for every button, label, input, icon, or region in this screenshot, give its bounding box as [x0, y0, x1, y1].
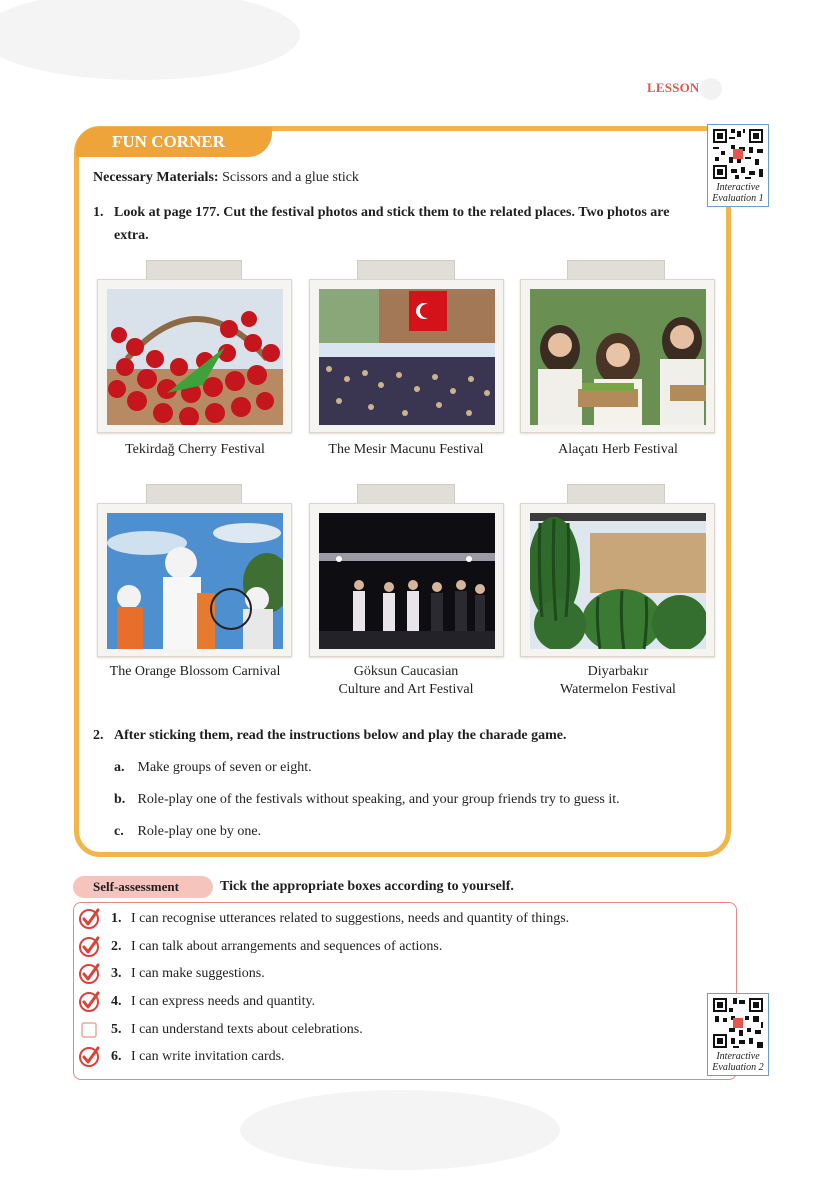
caption-cherry-festival: Tekirdağ Cherry Festival: [125, 442, 265, 457]
caption-herb-festival: Alaçatı Herb Festival: [558, 442, 678, 457]
checked-circle-icon[interactable]: [78, 907, 102, 931]
watermelon-photo: [530, 513, 706, 649]
qr-code-icon: [711, 996, 765, 1050]
self-assessment-label: Self-assessment: [73, 876, 213, 898]
caption-orange-blossom-carnival: The Orange Blossom Carnival: [109, 664, 281, 679]
checked-circle-icon[interactable]: [78, 962, 102, 986]
photo-card-watermelon[interactable]: [520, 503, 715, 657]
herb-photo: [530, 289, 706, 425]
goksun-photo: [319, 513, 495, 649]
qr-code-evaluation-2[interactable]: [707, 993, 769, 1076]
step-text: Role-play one of the festivals without speaking, and your group friends try to guess it.: [137, 792, 620, 807]
step-text: Make groups of seven or eight.: [137, 760, 312, 775]
question-number: 2.: [93, 728, 104, 743]
qr-caption-line: Evaluation 1: [712, 193, 764, 204]
item-text: I can understand texts about celebrations.: [131, 1022, 363, 1037]
checked-circle-icon[interactable]: [78, 935, 102, 959]
caption-line: Göksun Caucasian: [353, 664, 459, 679]
question-1: [93, 201, 703, 247]
orange-blossom-photo: [107, 513, 283, 649]
photo-card-cherry[interactable]: [97, 279, 292, 433]
lesson-label: LESSON: [647, 80, 700, 95]
lesson-number-dot: [700, 78, 722, 100]
step-letter: b.: [114, 792, 126, 807]
materials-label: Necessary Materials:: [93, 170, 219, 185]
item-number: 2.: [111, 939, 122, 954]
item-text: I can express needs and quantity.: [131, 994, 316, 1009]
caption-line: Culture and Art Festival: [338, 682, 474, 697]
item-number: 6.: [111, 1049, 122, 1064]
qr-code-evaluation-1[interactable]: [707, 124, 769, 207]
item-text: I can write invitation cards.: [131, 1049, 285, 1064]
item-number: 4.: [111, 994, 122, 1009]
caption-line: Diyarbakır: [587, 664, 649, 679]
step-text: Role-play one by one.: [137, 824, 262, 839]
mesir-photo: [319, 289, 495, 425]
item-text: I can talk about arrangements and sequences of actions.: [131, 939, 443, 954]
self-assessment-instruction: Tick the appropriate boxes according to yourself.: [220, 879, 514, 894]
question-text: After sticking them, read the instructions below and play the charade game.: [114, 728, 567, 743]
item-text: I can make suggestions.: [131, 966, 265, 981]
fun-corner-title: FUN CORNER: [76, 127, 272, 157]
step-b: [114, 792, 620, 808]
caption-watermelon-festival: [518, 663, 718, 699]
qr-code-icon: [711, 127, 765, 181]
item-number: 1.: [111, 911, 122, 926]
background-blob: [240, 1090, 560, 1170]
qr-caption-line: Evaluation 2: [712, 1062, 764, 1073]
qr-caption-line: Interactive: [716, 182, 760, 193]
qr-caption-line: Interactive: [716, 1051, 760, 1062]
step-letter: c.: [114, 824, 124, 839]
item-number: 3.: [111, 966, 122, 981]
materials-value: Scissors and a glue stick: [222, 170, 359, 185]
question-2: [93, 728, 567, 744]
caption-goksun-festival: [306, 663, 506, 699]
item-text: I can recognise utterances related to suggestions, needs and quantity of things.: [131, 911, 570, 926]
photo-card-goksun[interactable]: [309, 503, 504, 657]
caption-mesir-festival: The Mesir Macunu Festival: [328, 442, 484, 457]
empty-checkbox-icon[interactable]: [78, 1018, 102, 1042]
necessary-materials: [93, 170, 359, 186]
checked-circle-icon[interactable]: [78, 990, 102, 1014]
cherry-photo: [107, 289, 283, 425]
question-number: 1.: [93, 205, 104, 220]
question-text: Look at page 177. Cut the festival photos and stick them to the related places. Two photos are extra.: [114, 205, 670, 243]
photo-card-orange-blossom[interactable]: [97, 503, 292, 657]
item-number: 5.: [111, 1022, 122, 1037]
photo-card-mesir[interactable]: [309, 279, 504, 433]
caption-line: Watermelon Festival: [560, 682, 676, 697]
background-blob: [0, 0, 300, 80]
step-a: [114, 760, 312, 776]
step-letter: a.: [114, 760, 125, 775]
step-c: [114, 824, 261, 840]
checked-circle-icon[interactable]: [78, 1045, 102, 1069]
photo-card-herb[interactable]: [520, 279, 715, 433]
